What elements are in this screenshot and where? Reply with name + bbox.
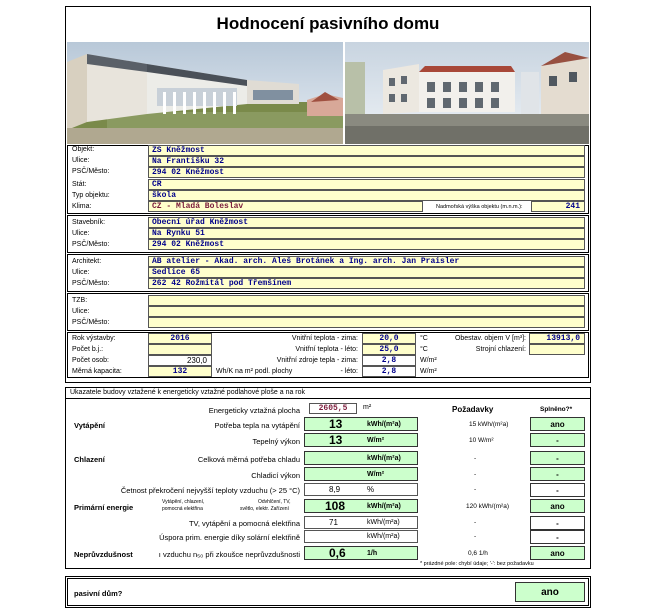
objem-field[interactable]: 13913,0 bbox=[529, 333, 585, 344]
tepelny-vykon-value: 13 bbox=[329, 433, 343, 447]
tl-unit: °C bbox=[420, 346, 428, 353]
n50-unit: 1/h bbox=[367, 550, 378, 557]
stavebnik-ulice-field[interactable]: Na Rynku 51 bbox=[148, 228, 585, 239]
potreba-chladu-unit: kWh/(m²a) bbox=[367, 455, 401, 462]
stavebnik-field[interactable]: Obecní úřad Kněžmost bbox=[148, 217, 585, 228]
stavebnik-psc-label: PSČ/Město: bbox=[72, 241, 110, 248]
pe-field[interactable] bbox=[304, 499, 418, 513]
potreba-tepla-unit: kWh/(m²a) bbox=[367, 421, 401, 428]
chlazeni-label: Strojní chlazení: bbox=[475, 346, 526, 353]
chladici-vykon-ok: - bbox=[530, 467, 585, 481]
architekt-psc-field[interactable]: 262 42 Rožmitál pod Třemšínem bbox=[148, 278, 585, 289]
pe-small-2: pomocná elektřina bbox=[162, 506, 203, 512]
n50-label: ı vzduchu n₅₀ při zkoušce neprůvzdušnosti bbox=[158, 550, 300, 559]
pe-small-4: světlo, elektr. Zařízení bbox=[240, 506, 289, 512]
page-title: Hodnocení pasivního domu bbox=[216, 14, 440, 33]
building-photo-right bbox=[345, 42, 589, 144]
architekt-label: Architekt: bbox=[72, 258, 102, 265]
potreba-tepla-label: Potřeba tepla na vytápění bbox=[214, 421, 300, 430]
potreba-chladu-label: Celková měrná potřeba chladu bbox=[197, 455, 300, 464]
tv-label: TV, vytápění a pomocná elektřina bbox=[188, 519, 300, 528]
pozadavky-header: Požadavky bbox=[452, 405, 494, 414]
cetnost-req: - bbox=[474, 486, 477, 493]
zz-unit: W/m² bbox=[420, 357, 437, 364]
cetnost-value: 8,9 bbox=[329, 485, 341, 494]
tv-ok: - bbox=[530, 516, 585, 530]
uspora-field[interactable] bbox=[304, 530, 418, 543]
chladici-vykon-field[interactable] bbox=[304, 467, 418, 481]
zl-label: - léto: bbox=[340, 368, 358, 375]
zz-field[interactable]: 2,8 bbox=[362, 355, 416, 366]
indicators-header: Ukazatele budovy vztažené k energeticky vztažné podlahové ploše a na rok bbox=[70, 389, 306, 396]
tepelny-vykon-field[interactable] bbox=[304, 433, 418, 447]
tepelny-vykon-ok: - bbox=[530, 433, 585, 447]
psc-label: PSČ/Město: bbox=[72, 168, 110, 175]
tzb-ulice-label: Ulice: bbox=[72, 308, 90, 315]
stavebnik-ulice-label: Ulice: bbox=[72, 230, 90, 237]
uspora-ok: - bbox=[530, 530, 585, 544]
cetnost-ok: - bbox=[530, 483, 585, 497]
potreba-chladu-req: - bbox=[474, 455, 477, 462]
potreba-tepla-ok: ano bbox=[530, 417, 585, 431]
pocet-bj-label: Počet b.j.: bbox=[72, 346, 104, 353]
splneno-header: Splněno?* bbox=[540, 406, 573, 413]
pe-unit: kWh/(m²a) bbox=[367, 503, 401, 510]
building-photo-left bbox=[67, 42, 343, 144]
potreba-chladu-ok: - bbox=[530, 451, 585, 465]
stavebnik-psc-field[interactable]: 294 02 Kněžmost bbox=[148, 239, 585, 250]
uspora-label: Úspora prim. energie díky solární elektřině bbox=[159, 533, 300, 542]
pe-small-3: Odvhlčení, TV, bbox=[258, 499, 291, 505]
tl-label: Vnitřní teplota - léto: bbox=[295, 346, 358, 353]
architekt-ulice-field[interactable]: Sedlice 65 bbox=[148, 267, 585, 278]
pe-ok: ano bbox=[530, 499, 585, 513]
potreba-tepla-field[interactable] bbox=[304, 417, 418, 431]
tv-field[interactable] bbox=[304, 516, 418, 529]
indicators-divider bbox=[65, 398, 591, 399]
architekt-field[interactable]: AB atelier - Akad. arch. Aleš Brotánek a Ing. arch. Jan Praisler bbox=[148, 256, 585, 267]
result-value: ano bbox=[515, 582, 585, 602]
zl-unit: W/m² bbox=[420, 368, 437, 375]
tzb-ulice-field[interactable] bbox=[148, 306, 585, 317]
stat-label: Stát: bbox=[72, 181, 87, 188]
objekt-field[interactable]: ZŠ Kněžmost bbox=[148, 145, 585, 156]
klima-field[interactable]: CZ - Mladá Boleslav bbox=[148, 201, 423, 212]
result-label: pasivní dům? bbox=[74, 589, 123, 598]
tz-label: Vnitřní teplota - zima: bbox=[291, 335, 358, 342]
tepelny-vykon-label: Tepelný výkon bbox=[252, 437, 300, 446]
potreba-tepla-req: 15 kWh/(m²a) bbox=[469, 421, 509, 428]
chladici-vykon-req: - bbox=[474, 471, 477, 478]
rok-label: Rok výstavby: bbox=[72, 335, 116, 342]
pocet-osob-label: Počet osob: bbox=[72, 357, 109, 364]
zz-label: Vnitřní zdroje tepla - zima: bbox=[276, 357, 358, 364]
cetnost-label: Četnost překročení nejvyšší teploty vzduchu (> 25 °C) bbox=[120, 486, 300, 495]
chladici-vykon-label: Chladicí výkon bbox=[251, 471, 300, 480]
n50-value: 0,6 bbox=[329, 546, 346, 560]
typ-field[interactable]: škola bbox=[148, 190, 585, 201]
result-inner bbox=[67, 578, 589, 606]
tepelny-vykon-req: 10 W/m² bbox=[469, 437, 494, 444]
tl-field[interactable]: 25,0 bbox=[362, 344, 416, 355]
section-primarni-energie: Primární energie bbox=[74, 503, 134, 512]
chlazeni-field[interactable] bbox=[529, 344, 585, 355]
potreba-tepla-value: 13 bbox=[329, 417, 343, 431]
psc-field[interactable]: 294 02 Kněžmost bbox=[148, 167, 585, 178]
pe-small-1: Vytápění, chlazení, bbox=[162, 499, 205, 505]
zl-field[interactable]: 2,8 bbox=[362, 366, 416, 377]
tzb-psc-field[interactable] bbox=[148, 317, 585, 328]
n50-req: 0,6 1/h bbox=[468, 550, 488, 557]
pe-req: 120 kWh/(m²a) bbox=[466, 503, 509, 510]
plocha-unit: m² bbox=[363, 404, 372, 411]
architekt-ulice-label: Ulice: bbox=[72, 269, 90, 276]
kapacita-unit: Wh/K na m² podl. plochy bbox=[216, 368, 293, 375]
potreba-chladu-field[interactable] bbox=[304, 451, 418, 465]
uspora-req: - bbox=[474, 533, 477, 540]
section-nepruvzdusnost: Neprůvzdušnost bbox=[74, 550, 133, 559]
cetnost-field[interactable] bbox=[304, 483, 418, 496]
klima-label: Klima: bbox=[72, 203, 92, 210]
tz-unit: °C bbox=[420, 335, 428, 342]
vyska-field[interactable]: 241 bbox=[531, 201, 585, 212]
tv-value: 71 bbox=[329, 518, 338, 527]
chladici-vykon-unit: W/m² bbox=[367, 471, 385, 478]
section-chlazeni: Chlazení bbox=[74, 455, 105, 464]
tzb-field[interactable] bbox=[148, 295, 585, 306]
tepelny-vykon-unit: W/m² bbox=[367, 437, 385, 444]
n50-ok: ano bbox=[530, 546, 585, 560]
rok-field[interactable]: 2016 bbox=[148, 333, 212, 344]
plocha-field[interactable]: 2605,5 bbox=[309, 403, 357, 414]
pocet-osob-field[interactable]: 230,0 bbox=[148, 355, 212, 366]
stavebnik-label: Stavebník: bbox=[72, 219, 106, 226]
plocha-label: Energeticky vztažná plocha bbox=[208, 406, 300, 415]
objem-label: Obestav. objem V [m³]: bbox=[454, 335, 526, 342]
stat-field[interactable]: ČR bbox=[148, 179, 585, 190]
tzb-psc-label: PSČ/Město: bbox=[72, 319, 110, 326]
kapacita-field[interactable]: 132 bbox=[148, 366, 212, 377]
typ-label: Typ objektu: bbox=[72, 192, 110, 199]
tv-unit: kWh/(m²a) bbox=[367, 519, 400, 526]
tz-field[interactable]: 20,0 bbox=[362, 333, 416, 344]
vyska-label: Nadmořská výška objektu (m.n.m.): bbox=[436, 204, 523, 210]
pocet-bj-field[interactable] bbox=[148, 344, 212, 355]
uspora-unit: kWh/(m²a) bbox=[367, 533, 400, 540]
cetnost-unit: % bbox=[367, 485, 375, 494]
footnote: * prázdné pole: chybí údaje; '-': bez požadavku bbox=[420, 561, 534, 567]
architekt-psc-label: PSČ/Město: bbox=[72, 280, 110, 287]
n50-field[interactable] bbox=[304, 546, 418, 560]
section-vytapeni: Vytápění bbox=[74, 421, 105, 430]
objekt-label: Objekt: bbox=[72, 146, 95, 153]
pe-value: 108 bbox=[325, 499, 346, 513]
ulice-label: Ulice: bbox=[72, 157, 90, 164]
tv-req: - bbox=[474, 519, 477, 526]
ulice-field[interactable]: Na Františku 32 bbox=[148, 156, 585, 167]
kapacita-label: Měrná kapacita: bbox=[72, 368, 122, 375]
tzb-label: TZB: bbox=[72, 297, 88, 304]
